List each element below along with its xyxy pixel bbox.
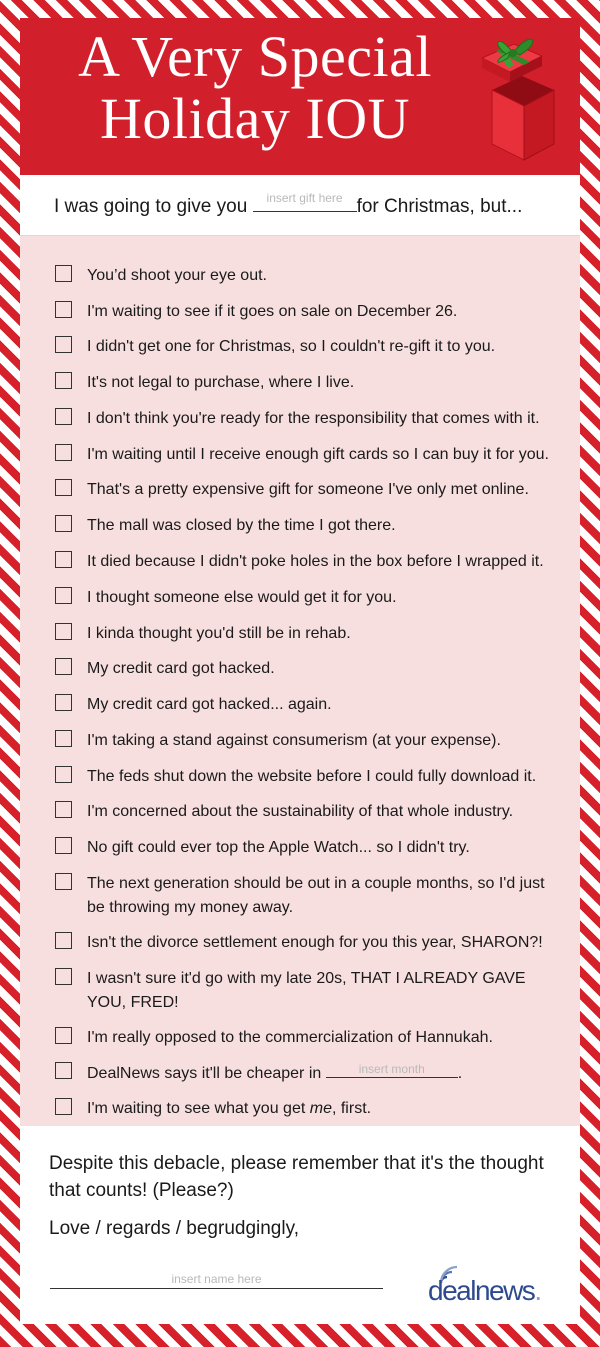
reason-text: That's a pretty expensive gift for someone I've only met online. — [87, 481, 529, 498]
intro-text-after: for Christmas, but... — [356, 196, 523, 217]
footer — [20, 1126, 580, 1324]
reason-text: I kinda thought you'd still be in rehab. — [87, 625, 351, 642]
month-blank-field[interactable] — [326, 1061, 458, 1078]
reason-checkbox[interactable] — [55, 623, 72, 640]
reason-checkbox[interactable] — [55, 336, 72, 353]
reason-checkbox[interactable] — [55, 801, 72, 818]
reason-month-text: DealNews says it'll be cheaper in — [87, 1065, 322, 1082]
reason-checkbox[interactable] — [55, 372, 72, 389]
reason-checkbox[interactable] — [55, 1062, 72, 1079]
intro-text-before: I was going to give you — [54, 196, 248, 217]
name-signature-field[interactable] — [50, 1288, 383, 1289]
reason-text: It died because I didn't poke holes in the box before I wrapped it. — [87, 553, 544, 570]
reason-checkbox[interactable] — [55, 551, 72, 568]
reason-text: I'm waiting until I receive enough gift cards so I can buy it for you. — [87, 446, 549, 463]
page-title — [20, 24, 490, 152]
intro-sentence — [20, 175, 580, 236]
closing-message: Despite this debacle, please remember that it's the thought that counts! (Please?) — [49, 1153, 544, 1201]
reason-text: I thought someone else would get it for you. — [87, 589, 397, 606]
title-line-2: Holiday IOU — [100, 86, 410, 151]
reason-month-period: . — [457, 1065, 463, 1082]
sign-off: Love / regards / begrudgingly, — [49, 1218, 299, 1239]
reason-checkbox[interactable] — [55, 766, 72, 783]
reason-checkbox[interactable] — [55, 694, 72, 711]
reason-last-text: I'm waiting to see what you get — [87, 1100, 310, 1117]
reason-text: My credit card got hacked... again. — [87, 696, 332, 713]
reason-checkbox[interactable] — [55, 873, 72, 890]
reason-text: The feds shut down the website before I could fully download it. — [87, 768, 537, 785]
reason-text: I wasn't sure it'd go with my late 20s, THAT I ALREADY GAVE YOU, FRED! — [87, 970, 526, 1011]
reason-checkbox[interactable] — [55, 587, 72, 604]
reason-checkbox[interactable] — [55, 515, 72, 532]
reason-text: No gift could ever top the Apple Watch... so I didn't try. — [87, 839, 470, 856]
gift-box-icon — [472, 28, 572, 168]
reason-text: It's not legal to purchase, where I live. — [87, 374, 355, 391]
reason-checkbox[interactable] — [55, 1098, 72, 1115]
iou-card — [20, 18, 580, 1324]
reason-checkbox[interactable] — [55, 265, 72, 282]
reason-text: You’d shoot your eye out. — [87, 267, 267, 284]
reason-checkbox[interactable] — [55, 408, 72, 425]
reason-text: I'm waiting to see if it goes on sale on December 26. — [87, 303, 458, 320]
reason-text: I don't think you're ready for the responsibility that comes with it. — [87, 410, 540, 427]
reason-text: I'm concerned about the sustainability of that whole industry. — [87, 803, 514, 820]
reason-checkbox[interactable] — [55, 1027, 72, 1044]
reason-text: The next generation should be out in a couple months, so I'd just be throwing my money away. — [87, 875, 545, 916]
reasons-list — [20, 236, 580, 1126]
reason-checkbox[interactable] — [55, 301, 72, 318]
reason-text: I didn't get one for Christmas, so I couldn't re-gift it to you. — [87, 338, 496, 355]
reason-text: The mall was closed by the time I got there. — [87, 517, 396, 534]
reason-checkbox[interactable] — [55, 837, 72, 854]
dealnews-logo — [428, 1263, 568, 1313]
gift-blank-placeholder: insert gift here — [266, 191, 343, 205]
reason-last-italic: me — [309, 1100, 332, 1117]
reason-checkbox[interactable] — [55, 479, 72, 496]
reason-checkbox[interactable] — [55, 730, 72, 747]
reason-checkbox[interactable] — [55, 658, 72, 675]
gift-blank-field[interactable] — [253, 191, 357, 212]
month-blank-placeholder: insert month — [358, 1062, 425, 1076]
reason-text: My credit card got hacked. — [87, 660, 275, 677]
header-banner — [20, 18, 580, 175]
reason-text: Isn't the divorce settlement enough for you this year, SHARON?! — [87, 934, 543, 951]
reason-checkbox[interactable] — [55, 968, 72, 985]
logo-wordmark: dealnews — [428, 1275, 535, 1306]
reason-last-after: , first. — [331, 1100, 372, 1117]
reason-text: I'm really opposed to the commercialization of Hannukah. — [87, 1029, 493, 1046]
title-line-1: A Very Special — [78, 24, 432, 89]
name-placeholder: insert name here — [171, 1272, 262, 1286]
reason-checkbox[interactable] — [55, 932, 72, 949]
reason-checkbox[interactable] — [55, 444, 72, 461]
logo-dot: . — [534, 1275, 541, 1306]
reason-text: I'm taking a stand against consumerism (at your expense). — [87, 732, 501, 749]
